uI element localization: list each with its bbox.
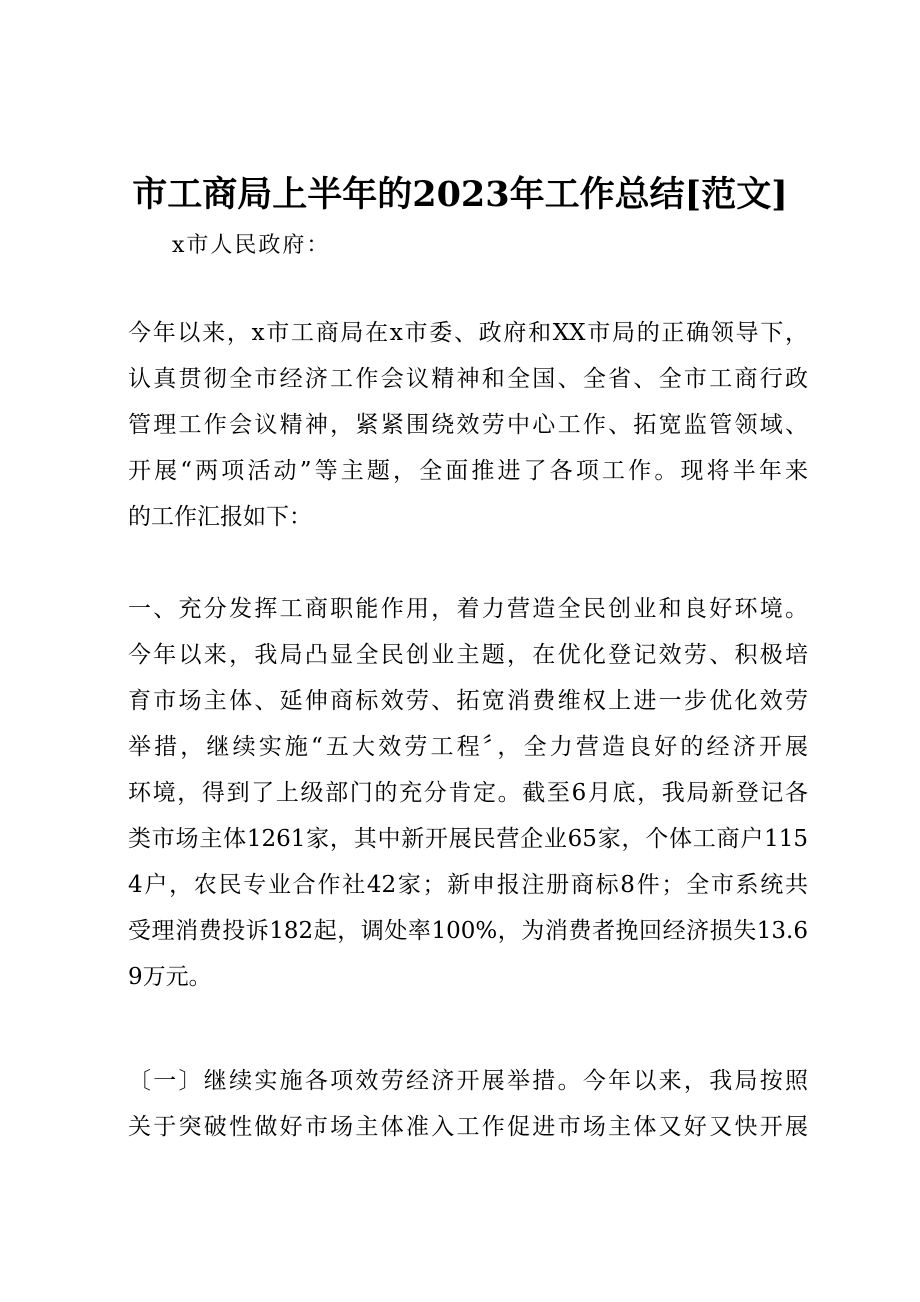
paragraph-line: 一、充分发挥工商职能作用，着力营造全民创业和良好环境。 (128, 596, 808, 622)
paragraph-line: 举措，继续实施“五大效劳工程〞，全力营造良好的经济开展 (128, 734, 808, 760)
salutation: x市人民政府： (172, 233, 331, 258)
document-title: 市工商局上半年的2023年工作总结[范文] (132, 174, 788, 215)
paragraph-line: 环境，得到了上级部门的充分肯定。截至6月底，我局新登记各 (128, 780, 808, 806)
paragraph-line: 关于突破性做好市场主体准入工作促进市场主体又好又快开展 (128, 1114, 808, 1140)
paragraph-intro (128, 310, 808, 540)
paragraph-section-one (128, 586, 808, 1000)
paragraph-line: 管理工作会议精神，紧紧围绕效劳中心工作、拓宽监管领域、 (128, 412, 808, 438)
paragraph-subsection-one (128, 1058, 808, 1150)
paragraph-line: 〔一〕继续实施各项效劳经济开展举措。今年以来，我局按照 (128, 1068, 808, 1094)
paragraph-line: 4户，农民专业合作社42家；新申报注册商标8件；全市系统共 (128, 872, 808, 898)
paragraph-line: 9万元。 (128, 964, 212, 990)
paragraph-line: 认真贯彻全市经济工作会议精神和全国、全省、全市工商行政 (128, 366, 808, 392)
paragraph-line: 开展“两项活动”等主题，全面推进了各项工作。现将半年来 (128, 458, 808, 484)
paragraph-line: 今年以来，x市工商局在x市委、政府和XX市局的正确领导下， (128, 320, 808, 346)
paragraph-line: 育市场主体、延伸商标效劳、拓宽消费维权上进一步优化效劳 (128, 688, 808, 714)
paragraph-line: 类市场主体1261家，其中新开展民营企业65家，个体工商户115 (128, 826, 808, 852)
paragraph-line: 的工作汇报如下： (128, 504, 312, 530)
paragraph-line: 今年以来，我局凸显全民创业主题，在优化登记效劳、积极培 (128, 642, 808, 668)
paragraph-line: 受理消费投诉182起，调处率100%，为消费者挽回经济损失13.6 (128, 918, 808, 944)
